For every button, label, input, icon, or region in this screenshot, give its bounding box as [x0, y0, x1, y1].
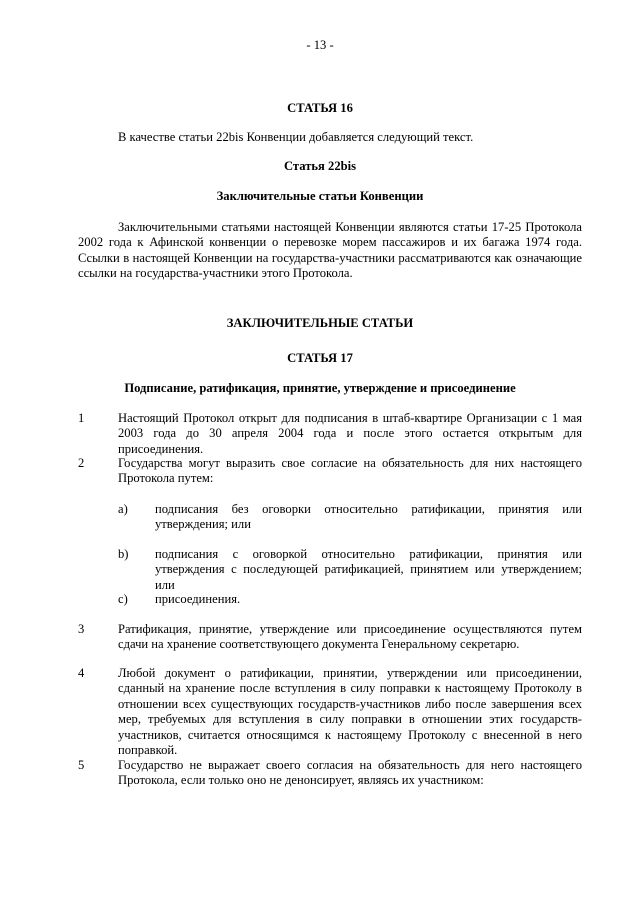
article-22bis-paragraph: Заключительными статьями настоящей Конвенции являются статьи 17-25 Протокола 2002 года к Афинской конвенции о перевозке морем пассажиров и их багажа 1974 года. Ссылки в настоящей Конвенции на государства-участники рассматриваются как означающие ссылки на государства-участники этого Протокола.: [78, 220, 582, 281]
article-22bis-heading: Статья 22bis: [283, 159, 357, 173]
article-22bis-title: Заключительные статьи Конвенции: [216, 189, 424, 203]
final-clauses-heading: ЗАКЛЮЧИТЕЛЬНЫЕ СТАТЬИ: [226, 316, 414, 330]
subitem-letter: c): [118, 592, 128, 606]
item-text: Любой документ о ратификации, принятии, утверждении или присоединении, сданный на хранение после вступления в силу поправки к настоящему Протоколу в отношении всех существующих государств-участников либо после завершения всех мер, требуемых для вступления в силу поправки в отношении этих государств-участников, считается относящимся к настоящему Протоколу с внесенной в него поправкой.: [118, 666, 582, 758]
article-17-heading: СТАТЬЯ 17: [287, 351, 353, 365]
item-number: 1: [78, 411, 85, 425]
item-text: Ратификация, принятие, утверждение или присоединение осуществляются путем сдачи на хранение соответствующего документа Генеральному секретарю.: [118, 622, 582, 652]
subitem-text: подписания без оговорки относительно ратификации, принятия или утверждения; или: [155, 502, 582, 532]
item-number: 3: [78, 622, 85, 636]
subitem-letter: a): [118, 502, 128, 516]
subitem-text: подписания с оговоркой относительно ратификации, принятия или утверждения с последующей ратификацией, принятием или утверждением; или: [155, 547, 582, 592]
item-number: 2: [78, 456, 85, 470]
article-16-intro: В качестве статьи 22bis Конвенции добавляется следующий текст.: [118, 130, 474, 144]
item-number: 4: [78, 666, 85, 680]
item-text: Настоящий Протокол открыт для подписания в штаб-квартире Организации с 1 мая 2003 года до 30 апреля 2004 года и после этого остается открытым для присоединения.: [118, 411, 582, 456]
article-17-title: Подписание, ратификация, принятие, утверждение и присоединение: [124, 381, 516, 395]
subitem-letter: b): [118, 547, 129, 561]
page-number: - 13 -: [306, 38, 334, 52]
item-number: 5: [78, 758, 85, 772]
item-text: Государство не выражает своего согласия на обязательность для него настоящего Протокола, если только оно не денонсирует, являясь их участником:: [118, 758, 582, 788]
article-16-heading: СТАТЬЯ 16: [287, 101, 353, 115]
subitem-text: присоединения.: [155, 592, 241, 606]
item-text: Государства могут выразить свое согласие на обязательность для них настоящего Протокола путем:: [118, 456, 582, 486]
